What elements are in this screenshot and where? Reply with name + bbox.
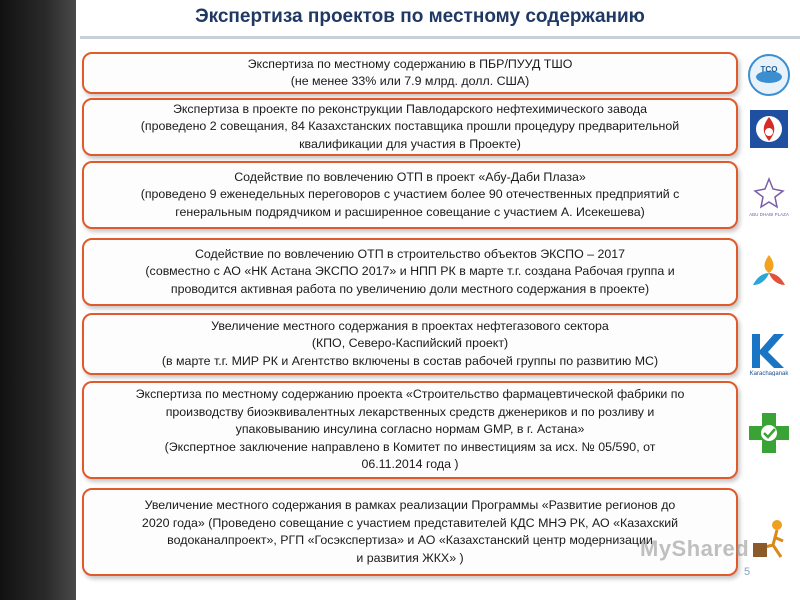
box-line: Экспертиза по местному содержанию в ПБР/ПУУД ТШО — [247, 56, 573, 71]
karachaganak-logo — [746, 330, 792, 376]
box-line: производству биоэквивалентных лекарственных средств дженериков и по розливу и — [165, 404, 655, 419]
pharmacy-cross-icon — [746, 410, 792, 456]
box-line: (Экспертное заключение направлено в Комитет по инвестициям за исх. № 05/590, от — [164, 439, 656, 454]
box-line: упаковыванию инсулина согласно нормам GMP, в г. Астана» — [235, 422, 585, 437]
content-box-3 — [82, 161, 738, 229]
box-line: Экспертиза в проекте по реконструкции Павлодарского нефтехимического завода — [172, 101, 648, 116]
box-line: генеральным подрядчиком и расширенное совещание с участием А. Исекешева) — [175, 204, 645, 219]
box-line: квалификации для участия в Проекте) — [299, 136, 521, 151]
box-line: (КПО, Северо-Каспийский проект) — [311, 336, 509, 351]
box-line: 2020 года» (Проведено совещание с участием представителей КДС МНЭ РК, АО «Казахский — [141, 515, 679, 530]
box-line: Экспертиза по местному содержанию проекта «Строительство фармацевтической фабрики по — [135, 387, 685, 402]
content-box-2 — [82, 98, 738, 156]
content-box-5 — [82, 313, 738, 375]
content-box-4 — [82, 238, 738, 306]
content-box-1 — [82, 52, 738, 94]
box-line: (не менее 33% или 7.9 млрд. долл. США) — [290, 74, 530, 88]
page-title: Экспертиза проектов по местному содержанию — [195, 6, 645, 27]
karachaganak-logo-text: Karachaganak — [749, 371, 789, 376]
expo-logo — [746, 250, 792, 296]
housing-figure-icon — [746, 516, 792, 562]
box-line: водоканалпроект», РГП «Госэкспертиза» и АО «Казахстанский центр модернизации — [167, 533, 653, 547]
abu-dhabi-plaza-logo — [746, 174, 792, 220]
abu-dhabi-logo-text: ABU DHABI PLAZA — [749, 212, 789, 217]
tco-logo — [746, 52, 792, 98]
left-dark-bar — [0, 0, 76, 600]
box-line: Увеличение местного содержания в рамках реализации Программы «Развитие регионов до — [144, 498, 676, 512]
box-line: (совместно с АО «НК Астана ЭКСПО 2017» и НПП РК в марте т.г. создана Рабочая группа и — [145, 264, 675, 279]
box-line: Увеличение местного содержания в проектах нефтегазового сектора — [211, 318, 609, 333]
box-line: Содействие по вовлечению ОТП в проект «Абу-Даби Плаза» — [234, 169, 586, 184]
page-number: 5 — [744, 566, 751, 578]
refinery-logo — [746, 106, 792, 152]
watermark: MyShared — [640, 536, 750, 561]
box-line: 06.11.2014 года ) — [361, 457, 459, 472]
box-line: (проведено 9 еженедельных переговоров с участием более 90 отечественных предприятий с — [140, 187, 680, 202]
content-box-7 — [82, 488, 738, 576]
tco-logo-text: TCO — [760, 65, 778, 74]
title-divider — [80, 36, 800, 39]
box-line: и развития ЖКХ» ) — [356, 550, 464, 565]
box-line: (в марте т.г. МИР РК и Агентство включены в состав рабочей группы по развитию МС) — [161, 353, 659, 368]
box-line: проводится активная работа по увеличению доли местного содержания в проекте) — [170, 281, 650, 296]
box-line: Содействие по вовлечению ОТП в строительство объектов ЭКСПО – 2017 — [194, 246, 626, 261]
box-line: (проведено 2 совещания, 84 Казахстанских поставщика прошли процедуру предварительной — [140, 119, 680, 134]
content-box-6 — [82, 381, 738, 479]
